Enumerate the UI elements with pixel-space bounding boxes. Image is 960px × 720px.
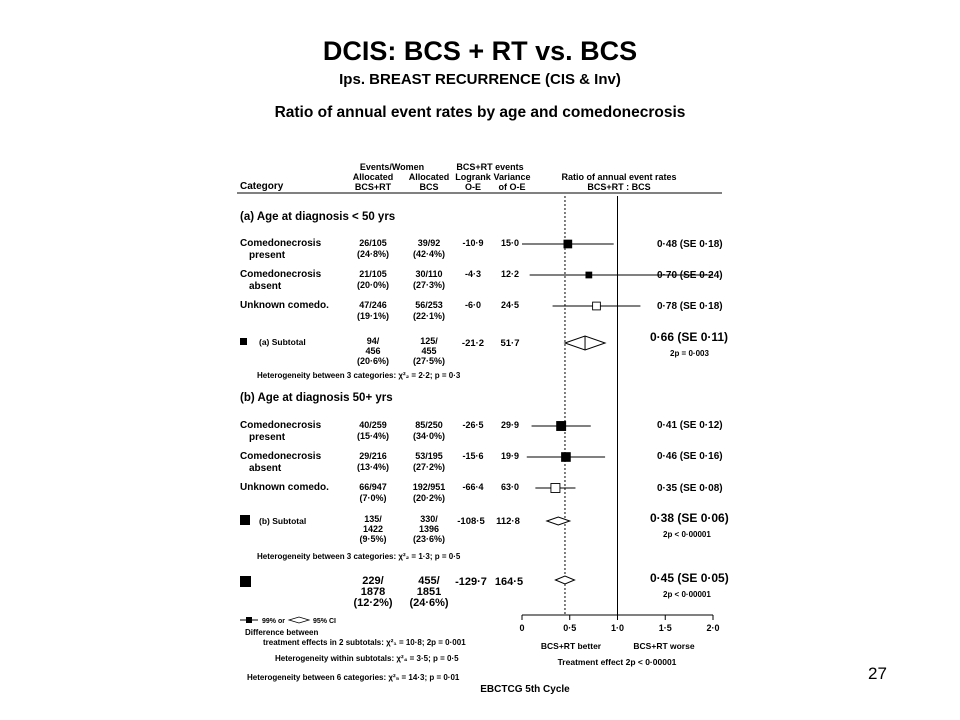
total-rt1: 229/ (362, 575, 384, 587)
note-within: Heterogeneity within subtotals: χ²₄ = 3·5; p = 0·5 (275, 654, 459, 663)
legend-ci99-label: 99% or (262, 618, 285, 625)
row-a1-rt1: 26/105 (359, 238, 387, 248)
subtotal-b-rt1: 135/ (364, 514, 382, 524)
point-estimate (551, 484, 560, 493)
row-a3-bcs2: (22·1%) (412, 311, 446, 321)
x-axis-left-label: BCS+RT better (540, 641, 602, 651)
row-a2-oe: -4·3 (464, 269, 482, 279)
plot-marks (519, 196, 719, 633)
group-a-heading: (a) Age at diagnosis < 50 yrs (240, 211, 396, 223)
x-tick-label: 1·5 (658, 623, 672, 633)
x-tick-label: 2·0 (706, 623, 720, 633)
row-a3-rt2: (19·1%) (356, 311, 390, 321)
row-a2-name1: Comedonecrosis (240, 269, 322, 280)
subtotal-a-name: (a) Subtotal (259, 337, 306, 347)
header-ratio-sub: BCS+RT : BCS (587, 182, 651, 192)
treatment-effect-label: Treatment effect 2p < 0·00001 (557, 657, 677, 667)
header-of-oe: of O-E (498, 182, 526, 192)
heterogeneity-b: Heterogeneity between 3 categories: χ²₂ = 1·3; p = 0·5 (257, 552, 461, 561)
x-tick-label: 0·5 (563, 623, 577, 633)
slide-title: DCIS: BCS + RT vs. BCS (322, 36, 638, 66)
row-a2-rt2: (20·0%) (356, 280, 390, 290)
row-b3-oe: -66·4 (462, 482, 484, 492)
row-a3-var: 24·5 (500, 300, 520, 310)
header-bcsrt-events: BCS+RT events (456, 162, 524, 172)
row-a1-name1: Comedonecrosis (240, 238, 322, 249)
row-b1-var: 29·9 (500, 420, 520, 430)
row-b3-rt1: 66/947 (359, 482, 387, 492)
row-a2-label: 0·70 (SE 0·24) (657, 270, 723, 281)
x-axis-right-label: BCS+RT worse (633, 641, 695, 651)
header-bcsrt: BCS+RT (354, 182, 392, 192)
row-a3-oe: -6·0 (464, 300, 482, 310)
slide-caption: Ratio of annual event rates by age and comedonecrosis (274, 104, 686, 121)
total-bcs3: (24·6%) (409, 597, 449, 609)
row-a2-var: 12·2 (500, 269, 520, 279)
total-rt3: (12·2%) (353, 597, 393, 609)
row-b2-name2: absent (249, 463, 282, 474)
total-label: 0·45 (SE 0·05) (650, 571, 729, 585)
row-b2-rt2: (13·4%) (356, 462, 390, 472)
point-estimate (586, 272, 592, 278)
subtotal-a-p: 2p = 0·003 (670, 349, 709, 358)
row-a2-name2: absent (249, 281, 282, 292)
row-b3-rt2: (7·0%) (359, 493, 387, 503)
row-b3-var: 63·0 (500, 482, 520, 492)
x-tick-label: 1·0 (610, 623, 625, 633)
row-b1-label: 0·41 (SE 0·12) (657, 420, 723, 431)
row-b1-bcs2: (34·0%) (412, 431, 446, 441)
row-b3-name1: Unknown comedo. (240, 482, 329, 493)
total-bcs2: 1851 (416, 586, 442, 598)
row-a1-rt2: (24·8%) (356, 249, 390, 259)
subtotal-a-marker (240, 338, 247, 345)
subtotal-b-rt2: 1422 (362, 524, 384, 534)
subtotal-a-var: 51·7 (500, 338, 520, 349)
row-b1-name1: Comedonecrosis (240, 420, 322, 431)
subtotal-a-bcs2: 455 (421, 346, 437, 356)
header-ratio-title: Ratio of annual event rates (561, 172, 677, 182)
subtotal-b-bcs1: 330/ (420, 514, 438, 524)
x-tick-label: 0 (519, 623, 525, 633)
subtotal-b-var: 112·8 (496, 516, 520, 527)
subtotal-a-bcs1: 125/ (420, 336, 438, 346)
row-a3-bcs1: 56/253 (415, 300, 443, 310)
subtotal-b-p: 2p < 0·00001 (663, 530, 711, 539)
row-b2-bcs1: 53/195 (415, 451, 443, 461)
header-logrank: Logrank (455, 172, 491, 182)
page-number: 27 (868, 664, 887, 683)
subtotal-a-bcs3: (27·5%) (412, 356, 446, 366)
row-b2-label: 0·46 (SE 0·16) (657, 451, 723, 462)
header-allocated-bcs: Allocated (408, 172, 450, 182)
subtotal-a-rt2: 456 (365, 346, 381, 356)
row-b1-name2: present (249, 432, 286, 443)
header-events-women: Events/Women (359, 162, 425, 172)
row-a1-bcs2: (42·4%) (412, 249, 446, 259)
subtotal-b-marker (240, 515, 250, 525)
point-estimate (593, 302, 601, 310)
total-rt2: 1878 (360, 586, 386, 598)
total-var: 164·5 (494, 576, 524, 588)
row-b1-rt2: (15·4%) (356, 431, 390, 441)
row-a1-bcs1: 39/92 (417, 238, 441, 248)
row-a1-label: 0·48 (SE 0·18) (657, 239, 723, 250)
total-p: 2p < 0·00001 (663, 590, 711, 599)
row-b1-rt1: 40/259 (359, 420, 387, 430)
row-a3-name1: Unknown comedo. (240, 300, 329, 311)
heterogeneity-a: Heterogeneity between 3 categories: χ²₂ = 2·2; p = 0·3 (257, 371, 461, 380)
row-a1-name2: present (249, 250, 286, 261)
group-b-heading: (b) Age at diagnosis 50+ yrs (240, 392, 393, 404)
subtotal-b-oe: -108·5 (457, 516, 485, 527)
row-a3-rt1: 47/246 (359, 300, 387, 310)
subtotal-a-rt1: 94/ (366, 336, 380, 346)
note-difference: Difference between (245, 628, 319, 637)
row-b2-oe: -15·6 (462, 451, 484, 461)
subtotal-b-name: (b) Subtotal (259, 516, 307, 526)
legend-ci95-diamond (289, 617, 309, 623)
footer-text: EBCTCG 5th Cycle (480, 684, 570, 695)
note-between: Heterogeneity between 6 categories: χ²₅ = 14·3; p = 0·01 (247, 673, 460, 682)
row-b2-var: 19·9 (500, 451, 520, 461)
row-a2-bcs1: 30/110 (415, 269, 443, 279)
point-estimate (562, 453, 571, 462)
row-a2-rt1: 21/105 (359, 269, 387, 279)
slide-subtitle: Ips. BREAST RECURRENCE (CIS & Inv) (339, 71, 621, 88)
header-variance: Variance (493, 172, 531, 182)
total-oe: -129·7 (455, 576, 487, 588)
row-b3-label: 0·35 (SE 0·08) (657, 483, 723, 494)
row-a2-bcs2: (27·3%) (412, 280, 446, 290)
note-subtotals: treatment effects in 2 subtotals: χ²₁ = 10·8; 2p = 0·001 (263, 638, 466, 647)
header-allocated-rt: Allocated (352, 172, 394, 182)
total-bcs1: 455/ (418, 575, 440, 587)
header-bcs: BCS (419, 182, 439, 192)
subtotal-b-bcs2: 1396 (418, 524, 440, 534)
row-b1-bcs1: 85/250 (415, 420, 443, 430)
row-b3-bcs2: (20·2%) (412, 493, 446, 503)
subtotal-a-rt3: (20·6%) (356, 356, 390, 366)
header-category: Category (240, 181, 284, 192)
subtotal-b-label: 0·38 (SE 0·06) (650, 511, 729, 525)
header-oe: O-E (464, 182, 482, 192)
subtotal-diamond (547, 517, 570, 525)
subtotal-b-bcs3: (23·6%) (412, 534, 446, 544)
row-b2-bcs2: (27·2%) (412, 462, 446, 472)
row-a1-var: 15·0 (500, 238, 520, 248)
legend-ci95-label: 95% CI (313, 618, 336, 625)
total-marker (240, 576, 251, 587)
point-estimate (564, 240, 572, 248)
row-b3-bcs1: 192/951 (412, 482, 446, 492)
subtotal-diamond (555, 576, 574, 584)
row-b2-name1: Comedonecrosis (240, 451, 322, 462)
row-a3-label: 0·78 (SE 0·18) (657, 301, 723, 312)
row-a1-oe: -10·9 (462, 238, 484, 248)
subtotal-b-rt3: (9·5%) (359, 534, 387, 544)
legend-ci99-box (246, 617, 252, 623)
subtotal-a-oe: -21·2 (461, 338, 485, 349)
row-b2-rt1: 29/216 (359, 451, 387, 461)
row-b1-oe: -26·5 (462, 420, 484, 430)
point-estimate (557, 422, 566, 431)
subtotal-a-label: 0·66 (SE 0·11) (650, 330, 729, 344)
